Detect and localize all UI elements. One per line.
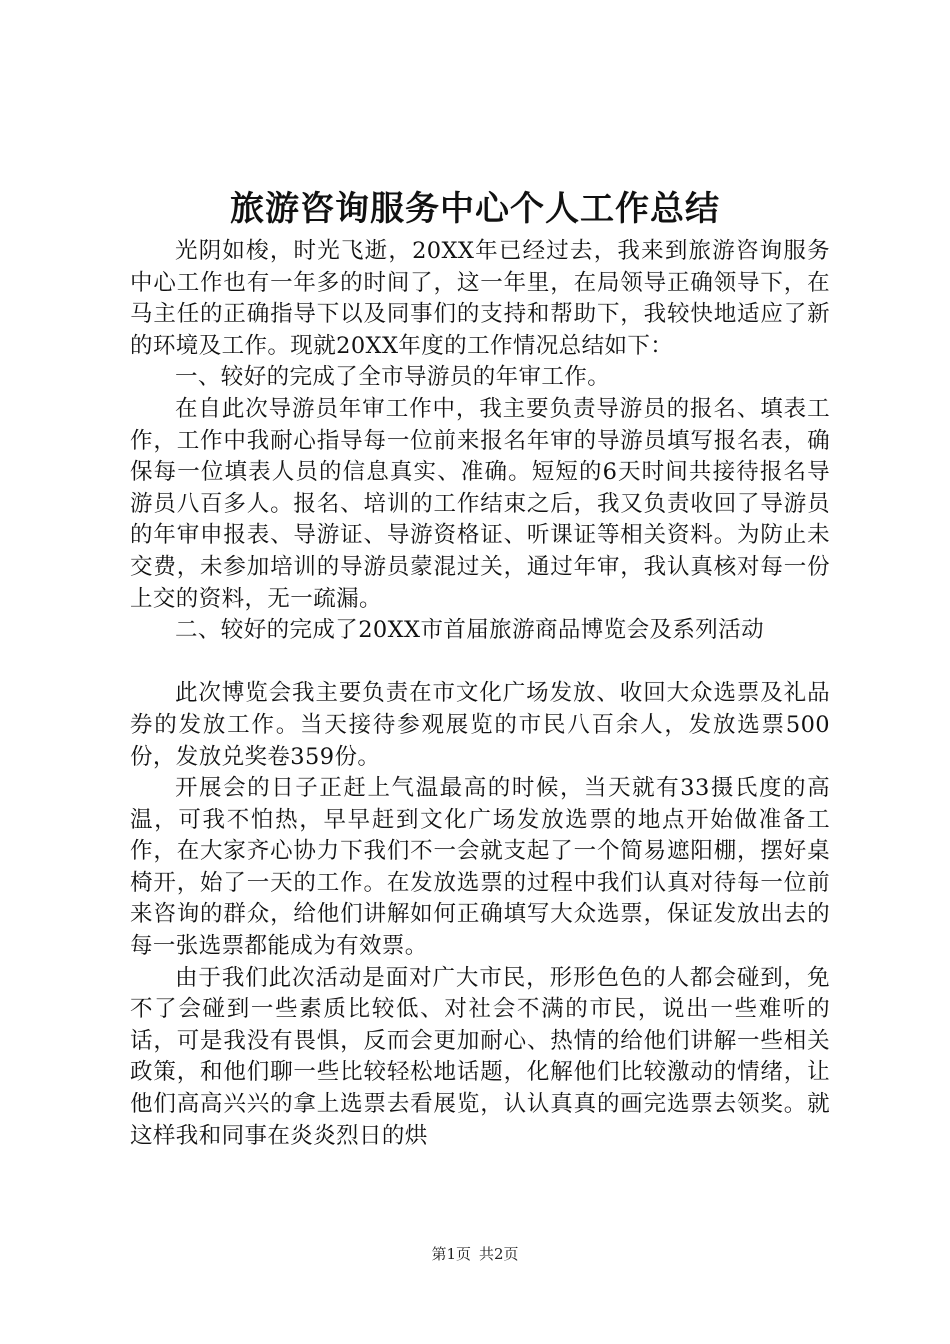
paragraph-section-2c: 由于我们此次活动是面对广大市民，形形色色的人都会碰到，免不了会碰到一些素质比较低、对社会不满的市民，说出一些难听的话，可是我没有畏惧，反而会更加耐心、热情的给他们讲解一些相关政策，和他们聊一些比较轻松地话题，化解他们比较激动的情绪，让他们高高兴兴的拿上选票去看展览，认认真真的画完选票去领奖。就这样我和同事在炎炎烈日的烘 [130,964,830,1149]
paragraph-intro: 光阴如梭，时光飞逝，20XX年已经过去，我来到旅游咨询服务中心工作也有一年多的时间了，这一年里，在局领导正确领导下，在马主任的正确指导下以及同事们的支持和帮助下，我较快地适应了新的环境及工作。现就20XX年度的工作情况总结如下： [130,238,830,359]
section-heading-1: 一、较好的完成了全市导游员的年审工作。 [175,364,611,391]
paragraph-section-2b: 开展会的日子正赶上气温最高的时候，当天就有33摄氏度的高温，可我不怕热，早早赶到文化广场发放选票的地点开始做准备工作，在大家齐心协力下我们不一会就支起了一个简易遮阳棚，摆好桌椅开，始了一天的工作。在发放选票的过程中我们认真对待每一位前来咨询的群众，给他们讲解如何正确填写大众选票，保证发放出去的每一张选票都能成为有效票。 [130,775,830,960]
document-title: 旅游咨询服务中心个人工作总结 [230,189,720,229]
section-heading-2: 二、较好的完成了20XX市首届旅游商品博览会及系列活动 [175,617,764,644]
paragraph-section-2a: 此次博览会我主要负责在市文化广场发放、收回大众选票及礼品券的发放工作。当天接待参观展览的市民八百余人，发放选票500份，发放兑奖卷359份。 [130,680,830,770]
page-footer [0,1244,950,1264]
page-total: 共2页 [479,1245,519,1263]
page-number: 第1页 [431,1245,471,1263]
document-body [130,236,830,1152]
paragraph-section-1: 在自此次导游员年审工作中，我主要负责导游员的报名、填表工作，工作中我耐心指导每一位前来报名年审的导游员填写报名表，确保每一位填表人员的信息真实、准确。短短的6天时间共接待报名导游员八百多人。报名、培训的工作结束之后，我又负责收回了导游员的年审申报表、导游证、导游资格证、听课证等相关资料。为防止未交费，未参加培训的导游员蒙混过关，通过年审，我认真核对每一份上交的资料，无一疏漏。 [130,395,830,612]
